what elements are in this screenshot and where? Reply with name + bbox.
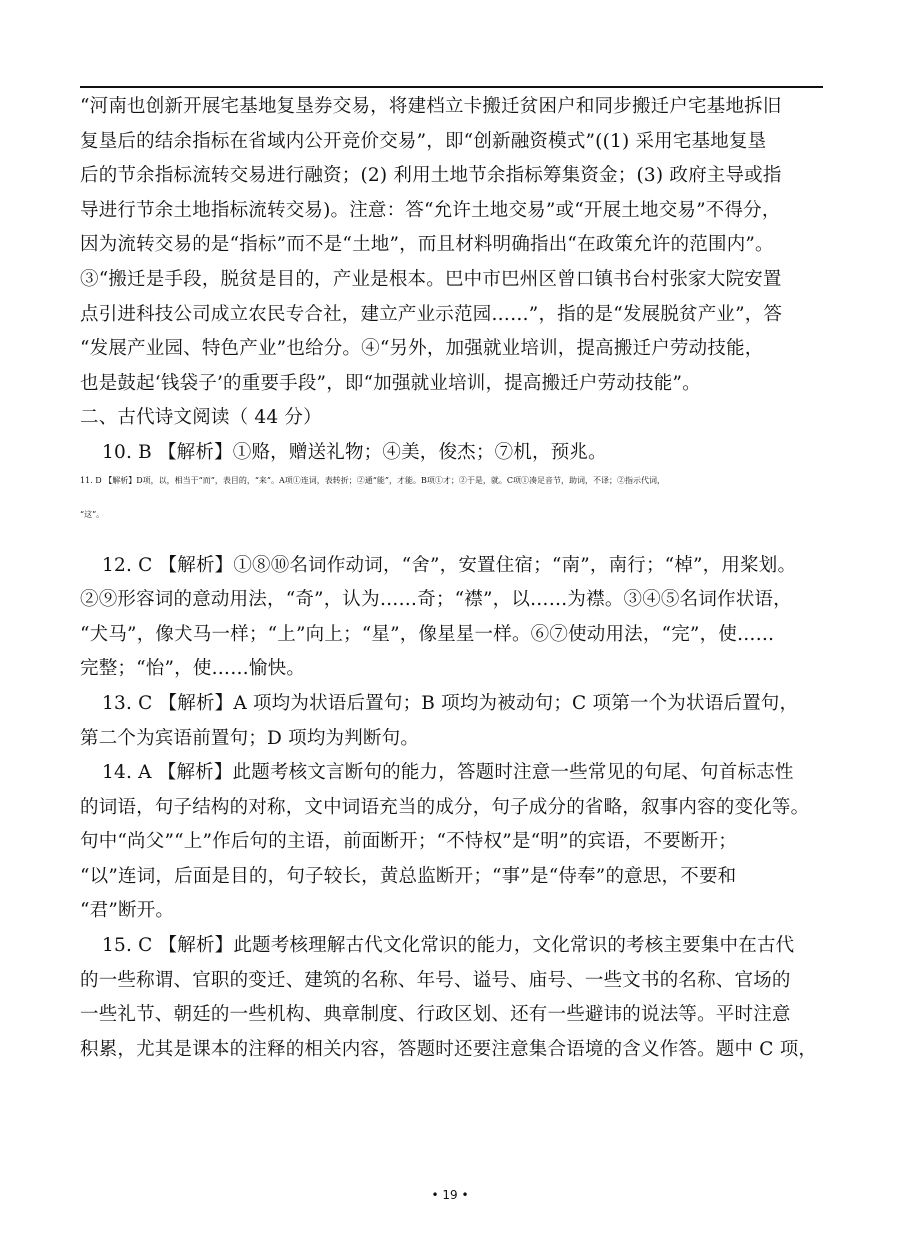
text-line: 的一些称谓、官职的变迁、建筑的名称、年号、谥号、庙号、一些文书的名称、官场的 xyxy=(80,969,791,991)
text-line: 点引进科技公司成立农民专合社，建立产业示范园……”，指的是“发展脱贫产业”，答 xyxy=(80,303,783,325)
text-line: 积累，尤其是课本的注释的相关内容，答题时还要注意集合语境的含义作答。题中 C 项， xyxy=(80,1038,818,1060)
text-line: 第二个为宾语前置句；D 项均为判断句。 xyxy=(80,727,420,749)
answer-q10: 10. B 【解析】①赂，赠送礼物；④美，俊杰；⑦机，预兆。 xyxy=(102,441,607,463)
answer-q12: 12. C 【解析】①⑧⑩名词作动词，“舍”，安置住宿；“南”，南行；“棹”，用桨划。 xyxy=(102,554,797,576)
text-line: “发展产业园、特色产业”也给分。④“另外，加强就业培训，提高搬迁户劳动技能， xyxy=(80,338,764,360)
answer-q11: 11. D 【解析】D项，以，相当于“而”，表目的，“来”。A项①连词，表转折；②通“能”，才能。B项①才；②于是，就。C项①凑足音节，助词，不译；②指示代词， xyxy=(80,475,665,485)
answer-content xyxy=(80,90,825,1067)
text-line: 复垦后的结余指标在省域内公开竞价交易”，即“创新融资模式”((1) 采用宅基地复垦 xyxy=(80,130,767,152)
header-rule xyxy=(80,86,823,88)
text-line: 句中“尚父”“上”作后句的主语，前面断开；“不恃权”是“明”的宾语，不要断开； xyxy=(80,831,737,853)
text-line: “犬马”，像犬马一样；“上”向上；“星”，像星星一样。⑥⑦使动用法，“完”，使…… xyxy=(80,623,775,645)
answer-q15: 15. C 【解析】此题考核理解古代文化常识的能力，文化常识的考核主要集中在古代 xyxy=(102,935,795,957)
answer-q13: 13. C 【解析】A 项均为状语后置句；B 项均为被动句；C 项第一个为状语后置句， xyxy=(102,692,799,714)
section-heading: 二、古代诗文阅读（ 44 分） xyxy=(80,407,322,429)
text-line: 导进行节余土地指标流转交易)。注意：答“允许土地交易”或“开展土地交易”不得分， xyxy=(80,199,781,221)
text-line: “以”连词，后面是目的，句子较长，黄总监断开；“事”是“侍奉”的意思，不要和 xyxy=(80,865,737,887)
page-number: • 19 • xyxy=(431,1188,469,1202)
text-line: ③“搬迁是手段，脱贫是目的，产业是根本。巴中市巴州区曾口镇书台村张家大院安置 xyxy=(80,268,782,290)
text-line: 因为流转交易的是“指标”而不是“土地”，而且材料明确指出“在政策允许的范围内”。 xyxy=(80,234,774,256)
answer-q11-continued: “这”。 xyxy=(80,509,105,519)
text-line: ②⑨形容词的意动用法，“奇”，认为……奇；“襟”，以……为襟。③④⑤名词作状语， xyxy=(80,589,792,611)
text-line: “河南也创新开展宅基地复垦券交易，将建档立卡搬迁贫困户和同步搬迁户宅基地拆旧 xyxy=(80,96,782,117)
answer-q14: 14. A 【解析】此题考核文言断句的能力，答题时注意一些常见的句尾、句首标志性 xyxy=(102,762,794,784)
text-line: 也是鼓起‘钱袋子’的重要手段”，即“加强就业培训，提高搬迁户劳动技能”。 xyxy=(80,372,701,394)
text-line: 后的节余指标流转交易进行融资；(2) 利用土地节余指标筹集资金；(3) 政府主导或指 xyxy=(80,165,782,187)
text-line: 一些礼节、朝廷的一些机构、典章制度、行政区划、还有一些避讳的说法等。平时注意 xyxy=(80,1004,791,1026)
text-line: “君”断开。 xyxy=(80,900,175,922)
text-line: 完整；“怡”，使……愉快。 xyxy=(80,658,306,680)
text-line: 的词语，句子结构的对称，文中词语充当的成分，句子成分的省略，叙事内容的变化等。 xyxy=(80,796,810,818)
